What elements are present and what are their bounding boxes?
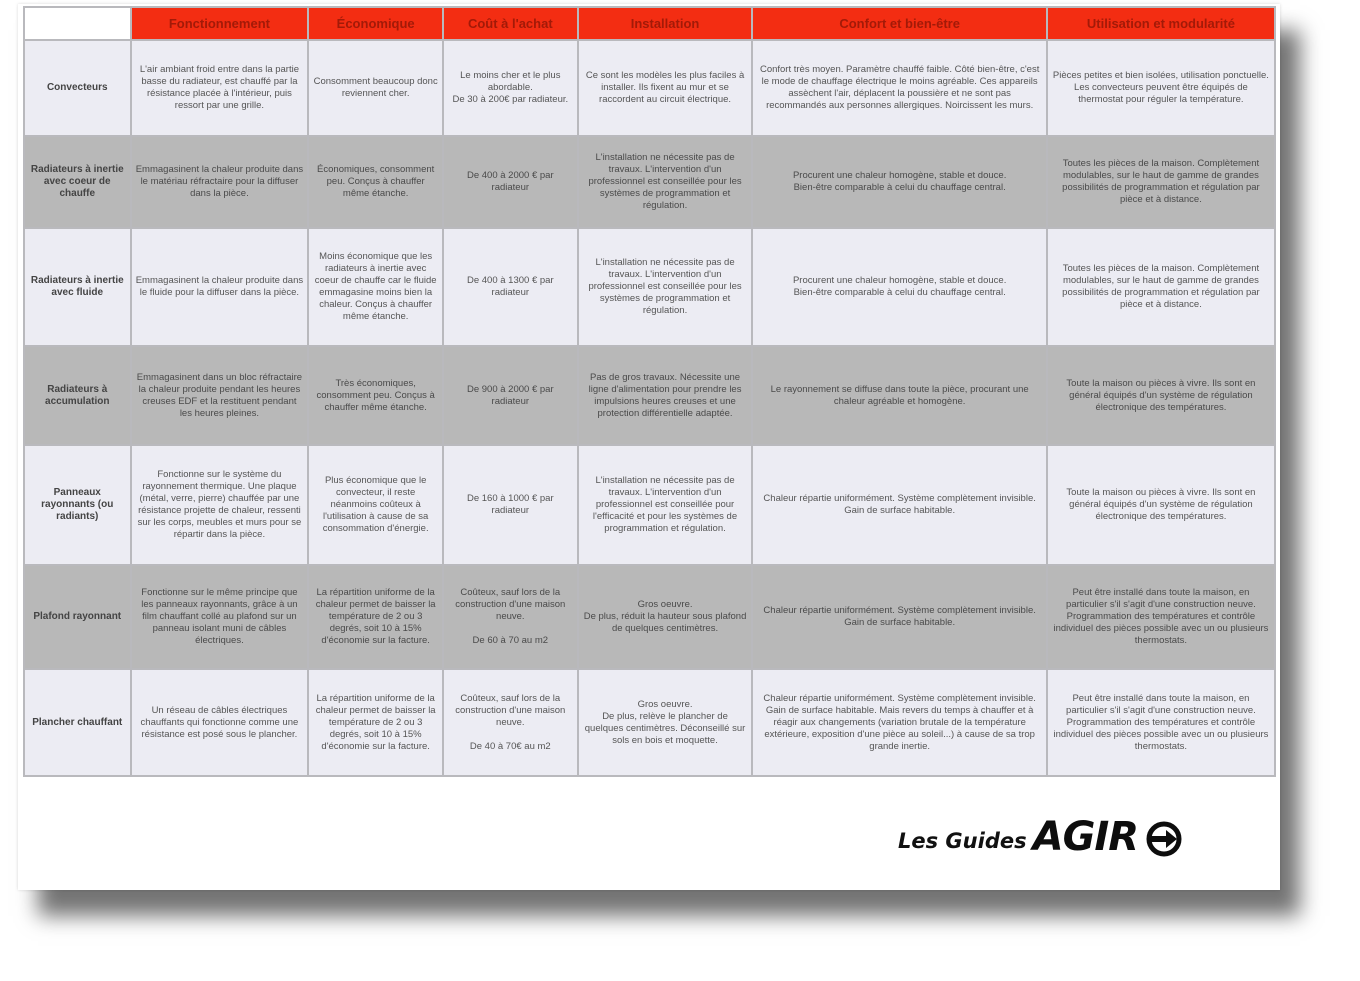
table-cell: Fonctionne sur le système du rayonnement thermique. Une plaque (métal, verre, pierre) chauffée par une résistance projette de chaleur, ressenti sur les corps, meubles et murs pour se répartir dans la pièce. [131,445,309,565]
table-cell: Toutes les pièces de la maison. Complètement modulables, sur le haut de gamme de grandes possibilités de programmation et régulation par pièce et à distance. [1047,136,1275,228]
table-row [24,669,1275,776]
table-cell: Pièces petites et bien isolées, utilisation ponctuelle. Les convecteurs peuvent être équipés de thermostat pour réguler la température. [1047,40,1275,136]
document-page [18,4,1280,890]
table-cell: Coûteux, sauf lors de la construction d'une maison neuve. De 40 à 70€ au m2 [443,669,578,776]
row-header: Radiateurs à inertie avec fluide [24,228,131,346]
heating-comparison-table [23,6,1276,777]
row-header: Panneaux rayonnants (ou radiants) [24,445,131,565]
row-header: Radiateurs à accumulation [24,346,131,445]
header-utilisation: Utilisation et modularité [1047,7,1275,40]
row-header: Radiateurs à inertie avec coeur de chauffe [24,136,131,228]
table-cell: Un réseau de câbles électriques chauffants qui fonctionne comme une résistance est posé sous le plancher. [131,669,309,776]
table-cell: Emmagasinent la chaleur produite dans le matériau réfractaire pour la diffuser dans la pièce. [131,136,309,228]
table-cell: De 400 à 1300 € par radiateur [443,228,578,346]
table-cell: Chaleur répartie uniformément. Système complètement invisible. Gain de surface habitable. Mais revers du temps à chauffer et à réagir aux changements (variation brutale de la température extérieure, exposition d'une pièce au soleil...) à cause de sa trop grande inertie. [752,669,1046,776]
table-cell: L'installation ne nécessite pas de travaux. L'intervention d'un professionnel est conseillée pour les systèmes de programmation et régulation. [578,136,753,228]
table-cell: L'air ambiant froid entre dans la partie basse du radiateur, est chauffé par la résistance placée à l'intérieur, puis ressort par une grille. [131,40,309,136]
table-cell: L'installation ne nécessite pas de travaux. L'intervention d'un professionnel est conseillée pour l'efficacité et pour les systèmes de programmation et régulation. [578,445,753,565]
table-cell: Coûteux, sauf lors de la construction d'une maison neuve. De 60 à 70 au m2 [443,565,578,669]
table-cell: Chaleur répartie uniformément. Système complètement invisible. Gain de surface habitable. [752,445,1046,565]
table-cell: De 900 à 2000 € par radiateur [443,346,578,445]
table-cell: Pas de gros travaux. Nécessite une ligne d'alimentation pour prendre les impulsions heures creuses et une protection différentielle adaptée. [578,346,753,445]
table-cell: Emmagasinent dans un bloc réfractaire la chaleur produite pendant les heures creuses EDF et la restituent pendant les heures pleines. [131,346,309,445]
table-row [24,40,1275,136]
table-cell: Confort très moyen. Paramètre chauffé faible. Côté bien-être, c'est le mode de chauffage électrique le moins agréable. Ces appareils assèchent l'air, déplacent la poussière et ne sont pas recommandés aux personnes allergiques. Noircissent les murs. [752,40,1046,136]
table-cell: Économiques, consomment peu. Conçus à chauffer même étanche. [308,136,443,228]
table-cell: Le rayonnement se diffuse dans toute la pièce, procurant une chaleur agréable et homogène. [752,346,1046,445]
table-cell: La répartition uniforme de la chaleur permet de baisser la température de 2 ou 3 degrés, soit 10 à 15% d'économie sur la facture. [308,565,443,669]
table-cell: Consomment beaucoup donc reviennent cher. [308,40,443,136]
table-cell: La répartition uniforme de la chaleur permet de baisser la température de 2 ou 3 degrés, soit 10 à 15% d'économie sur la facture. [308,669,443,776]
table-cell: Gros oeuvre. De plus, relève le plancher de quelques centimètres. Déconseillé sur sols en bois et moquette. [578,669,753,776]
logo-prefix: Les Guides [898,829,1027,853]
header-confort: Confort et bien-être [752,7,1046,40]
table-cell: Chaleur répartie uniformément. Système complètement invisible. Gain de surface habitable. [752,565,1046,669]
header-corner-cell [24,7,131,40]
table-cell: Très économiques, consomment peu. Conçus à chauffer même étanche. [308,346,443,445]
logo-main: AGIR [1032,814,1139,860]
table-cell: L'installation ne nécessite pas de travaux. L'intervention d'un professionnel est conseillée pour les systèmes de programmation et régulation. [578,228,753,346]
table-cell: Ce sont les modèles les plus faciles à installer. Ils fixent au mur et se raccordent au circuit électrique. [578,40,753,136]
table-row [24,445,1275,565]
header-installation: Installation [578,7,753,40]
table-cell: Moins économique que les radiateurs à inertie avec coeur de chauffe car le fluide emmagasine moins bien la chaleur. Conçus à chauffer même étanche. [308,228,443,346]
table-row [24,228,1275,346]
header-row [24,7,1275,40]
header-cout-achat: Coût à l'achat [443,7,578,40]
table-row [24,346,1275,445]
table-cell: Procurent une chaleur homogène, stable et douce. Bien-être comparable à celui du chauffage central. [752,228,1046,346]
table-cell: Plus économique que le convecteur, il reste néanmoins coûteux à l'utilisation à cause de sa consommation d'énergie. [308,445,443,565]
header-fonctionnement: Fonctionnement [131,7,309,40]
arrow-circle-icon [1144,819,1184,859]
table-cell: Toute la maison ou pièces à vivre. Ils sont en général équipés d'un système de régulation électronique des températures. [1047,346,1275,445]
table-cell: De 160 à 1000 € par radiateur [443,445,578,565]
row-header: Plancher chauffant [24,669,131,776]
table-cell: Peut être installé dans toute la maison, en particulier s'il s'agit d'une construction neuve. Programmation des températures et contrôle individuel des pièces possible avec un ou plusieurs thermostats. [1047,669,1275,776]
table-cell: Emmagasinent la chaleur produite dans le fluide pour la diffuser dans la pièce. [131,228,309,346]
table-row [24,136,1275,228]
table-cell: Fonctionne sur le même principe que les panneaux rayonnants, grâce à un film chauffant collé au plafond sur un panneau isolant muni de câbles électriques. [131,565,309,669]
table-cell: Peut être installé dans toute la maison, en particulier s'il s'agit d'une construction neuve. Programmation des températures et contrôle individuel des pièces possible avec un ou plusieurs thermostats. [1047,565,1275,669]
row-header: Convecteurs [24,40,131,136]
table-cell: Gros oeuvre. De plus, réduit la hauteur sous plafond de quelques centimètres. [578,565,753,669]
row-header: Plafond rayonnant [24,565,131,669]
table-cell: De 400 à 2000 € par radiateur [443,136,578,228]
agir-logo [898,812,1184,862]
header-economique: Économique [308,7,443,40]
table-cell: Procurent une chaleur homogène, stable et douce. Bien-être comparable à celui du chauffage central. [752,136,1046,228]
table-cell: Toutes les pièces de la maison. Complètement modulables, sur le haut de gamme de grandes possibilités de programmation et régulation par pièce et à distance. [1047,228,1275,346]
table-cell: Le moins cher et le plus abordable. De 30 à 200€ par radiateur. [443,40,578,136]
table-row [24,565,1275,669]
table-cell: Toute la maison ou pièces à vivre. Ils sont en général équipés d'un système de régulation électronique des températures. [1047,445,1275,565]
